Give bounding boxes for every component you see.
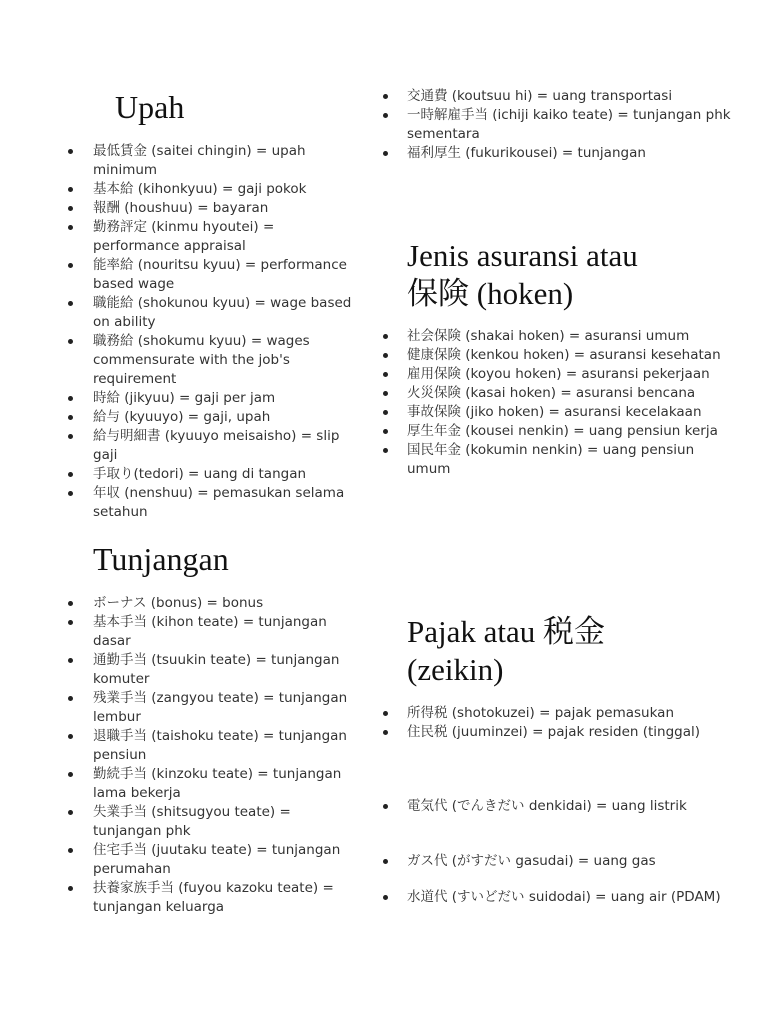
list-item: 住宅手当 (juutaku teate) = tunjangan perumahan (0, 841, 355, 879)
list-item: 交通費 (koutsuu hi) = uang transportasi (380, 87, 737, 106)
heading-asuransi-line2: 保険 (hoken) (407, 276, 574, 311)
heading-pajak (407, 613, 605, 689)
list-item: 福利厚生 (fukurikousei) = tunjangan (380, 144, 737, 163)
list-item: ガス代 (がすだい gasudai) = uang gas (380, 852, 737, 871)
list-item: 火災保険 (kasai hoken) = asuransi bencana (380, 384, 737, 403)
list-item: 勤務評定 (kinmu hyoutei) = performance appraisal (0, 218, 355, 256)
list-item: 厚生年金 (kousei nenkin) = uang pensiun kerja (380, 422, 737, 441)
list-tunjangan-continued (380, 87, 737, 163)
list-item: 扶養家族手当 (fuyou kazoku teate) = tunjangan keluarga (0, 879, 355, 917)
list-item: 報酬 (houshuu) = bayaran (0, 199, 355, 218)
list-item: 時給 (jikyuu) = gaji per jam (0, 389, 355, 408)
list-item: 手取り(tedori) = uang di tangan (0, 465, 355, 484)
list-item: 給与明細書 (kyuuyo meisaisho) = slip gaji (0, 427, 355, 465)
list-upah (0, 142, 355, 522)
list-item: 社会保険 (shakai hoken) = asuransi umum (380, 327, 737, 346)
list-item: 給与 (kyuuyo) = gaji, upah (0, 408, 355, 427)
list-utilitas-2 (380, 852, 737, 871)
heading-asuransi (407, 237, 638, 313)
list-item: 健康保険 (kenkou hoken) = asuransi kesehatan (380, 346, 737, 365)
list-item: 事故保険 (jiko hoken) = asuransi kecelakaan (380, 403, 737, 422)
list-item: 退職手当 (taishoku teate) = tunjangan pensiun (0, 727, 355, 765)
list-item: 残業手当 (zangyou teate) = tunjangan lembur (0, 689, 355, 727)
list-item: 最低賃金 (saitei chingin) = upah minimum (0, 142, 355, 180)
heading-tunjangan: Tunjangan (93, 541, 229, 577)
list-item: 住民税 (juuminzei) = pajak residen (tinggal) (380, 723, 737, 742)
list-item: 職能給 (shokunou kyuu) = wage based on ability (0, 294, 355, 332)
list-item: 一時解雇手当 (ichiji kaiko teate) = tunjangan phk sementara (380, 106, 737, 144)
list-tunjangan (0, 594, 355, 917)
list-item: 国民年金 (kokumin nenkin) = uang pensiun umum (380, 441, 737, 479)
list-item: 能率給 (nouritsu kyuu) = performance based wage (0, 256, 355, 294)
list-item: 失業手当 (shitsugyou teate) = tunjangan phk (0, 803, 355, 841)
list-item: 勤続手当 (kinzoku teate) = tunjangan lama bekerja (0, 765, 355, 803)
list-item: 通勤手当 (tsuukin teate) = tunjangan komuter (0, 651, 355, 689)
heading-asuransi-line1: Jenis asuransi atau (407, 238, 638, 273)
heading-upah: Upah (115, 89, 185, 125)
list-item: 年収 (nenshuu) = pemasukan selama setahun (0, 484, 355, 522)
list-item: 電気代 (でんきだい denkidai) = uang listrik (380, 797, 737, 816)
list-utilitas-1 (380, 797, 737, 816)
list-pajak (380, 704, 737, 742)
heading-pajak-line2: (zeikin) (407, 652, 504, 687)
list-item: ボーナス (bonus) = bonus (0, 594, 355, 613)
heading-pajak-line1: Pajak atau 税金 (407, 614, 606, 649)
list-item: 水道代 (すいどだい suidodai) = uang air (PDAM) (380, 888, 737, 907)
list-asuransi (380, 327, 737, 479)
list-item: 基本給 (kihonkyuu) = gaji pokok (0, 180, 355, 199)
list-item: 雇用保険 (koyou hoken) = asuransi pekerjaan (380, 365, 737, 384)
list-utilitas-3 (380, 888, 737, 907)
list-item: 職務給 (shokumu kyuu) = wages commensurate with the job's requirement (0, 332, 355, 389)
list-item: 所得税 (shotokuzei) = pajak pemasukan (380, 704, 737, 723)
list-item: 基本手当 (kihon teate) = tunjangan dasar (0, 613, 355, 651)
